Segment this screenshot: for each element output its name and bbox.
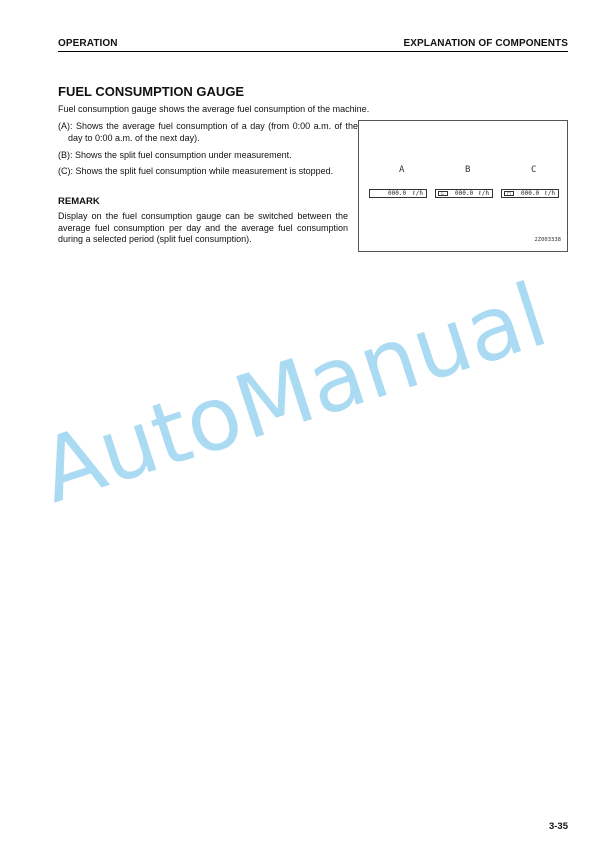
header-chapter: EXPLANATION OF COMPONENTS xyxy=(403,38,568,49)
display-a-value: 000.0 xyxy=(388,190,407,197)
remark-body: Display on the fuel consumption gauge can be switched between the average fuel consumption per day and the average fuel consumption during a selected period (split fuel consumption). xyxy=(58,211,348,244)
display-a-unit: ℓ/h xyxy=(412,190,423,197)
item-c-text: (C): Shows the split fuel consumption while measurement is stopped. xyxy=(58,166,334,176)
display-c xyxy=(501,189,559,198)
play-icon: ▷ xyxy=(438,191,448,196)
display-b-value: 000.0 xyxy=(455,190,474,197)
intro-text: Fuel consumption gauge shows the average fuel consumption of the machine. xyxy=(58,104,370,114)
remark-heading: REMARK xyxy=(58,196,100,207)
item-a-text: (A): Shows the average fuel consumption of a day (from 0:00 a.m. of the day to 0:00 a.m. of the next day). xyxy=(58,121,358,143)
display-a xyxy=(369,189,427,198)
figure-label-a: A xyxy=(399,165,405,175)
watermark-text: AutoManual xyxy=(28,263,559,523)
header-divider xyxy=(58,51,568,52)
stop-icon: □ xyxy=(504,191,514,196)
page-number: 3-35 xyxy=(548,821,568,832)
figure-label-b: B xyxy=(465,165,471,175)
display-b xyxy=(435,189,493,198)
watermark xyxy=(28,263,612,550)
header-section: OPERATION xyxy=(58,38,118,49)
item-b-text: (B): Shows the split fuel consumption under measurement. xyxy=(58,150,292,160)
display-c-unit: ℓ/h xyxy=(544,190,555,197)
figure-label-c: C xyxy=(531,165,537,175)
figure-code: 2Z003338 xyxy=(534,237,561,243)
section-title: FUEL CONSUMPTION GAUGE xyxy=(58,84,245,99)
display-c-value: 000.0 xyxy=(521,190,540,197)
display-b-unit: ℓ/h xyxy=(478,190,489,197)
gauge-figure xyxy=(358,120,568,252)
